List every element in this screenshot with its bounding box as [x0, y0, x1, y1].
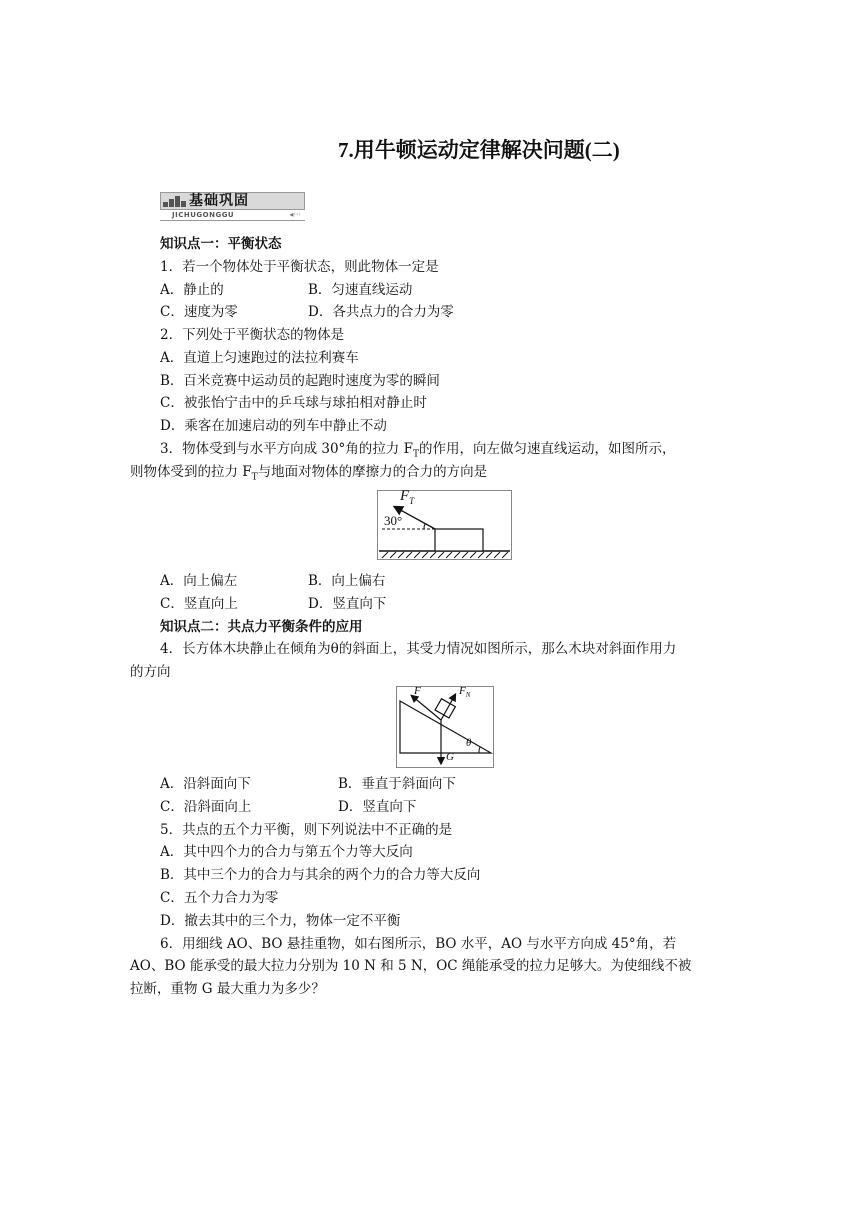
q4-normal-label: $F_N$ — [459, 685, 471, 700]
section-heading-2: 知识点二：共点力平衡条件的应用 — [160, 619, 363, 635]
q5-option-d: D．撤去其中的三个力，物体一定不平衡 — [160, 913, 401, 929]
q4-friction-label: F — [414, 685, 421, 697]
q2-option-d: D．乘客在加速启动的列车中静止不动 — [160, 418, 387, 434]
q1-stem: 1．若一个物体处于平衡状态，则此物体一定是 — [160, 259, 439, 275]
q4-gravity-label: G — [446, 751, 454, 763]
q4-option-d: D．竖直向下 — [338, 799, 417, 815]
q5-option-a: A．其中四个力的合力与第五个力等大反向 — [160, 844, 413, 860]
q2-option-c: C．被张怡宁击中的乒乓球与球拍相对静止时 — [160, 395, 427, 411]
q1-option-c: C．速度为零 — [160, 304, 238, 320]
arrow-left-icon: ◂··· — [289, 210, 301, 219]
q6-line2: AO、BO 能承受的最大拉力分别为 10 N 和 5 N，OC 绳能承受的拉力足够大。为使细线不被 — [130, 958, 692, 974]
q1-option-a: A．静止的 — [160, 282, 224, 298]
q3-option-c: C．竖直向上 — [160, 596, 238, 612]
q4-option-a: A．沿斜面向下 — [160, 776, 251, 792]
badge-label: 基础巩固 — [189, 193, 249, 209]
q3-force-label: $F_T$ — [400, 488, 415, 506]
q2-option-b: B．百米竞赛中运动员的起跑时速度为零的瞬间 — [160, 373, 440, 389]
q3-stem: 3．物体受到与水平方向成 30°角的拉力 $F_T$的作用，向左做匀速直线运动，如图所示， — [160, 441, 676, 460]
q4-figure — [396, 686, 494, 768]
q5-stem: 5．共点的五个力平衡，则下列说法中不正确的是 — [160, 822, 453, 838]
q3-stem-line2: 则物体受到的拉力 $F_T$与地面对物体的摩擦力的合力的方向是 — [130, 464, 488, 483]
q4-option-c: C．沿斜面向上 — [160, 799, 252, 815]
page-title: 7.用牛顿运动定律解决问题(二) — [338, 138, 620, 162]
q5-option-b: B．其中三个力的合力与其余的两个力的合力等大反向 — [160, 867, 481, 883]
section-badge — [160, 192, 305, 222]
q4-option-b: B．垂直于斜面向下 — [338, 776, 456, 792]
q3-option-a: A．向上偏左 — [160, 573, 238, 589]
q1-option-d: D．各共点力的合力为零 — [308, 304, 454, 320]
q2-option-a: A．直道上匀速跑过的法拉利赛车 — [160, 350, 359, 366]
q4-angle-label: θ — [466, 737, 472, 749]
q2-stem: 2．下列处于平衡状态的物体是 — [160, 327, 345, 343]
q3-option-b: B．向上偏右 — [308, 573, 386, 589]
q1-option-b: B．匀速直线运动 — [308, 282, 413, 298]
q4-stem: 4．长方体木块静止在倾角为θ的斜面上，其受力情况如图所示，那么木块对斜面作用力 — [160, 641, 677, 657]
q4-stem-line2: 的方向 — [130, 664, 171, 680]
q3-option-d: D．竖直向下 — [308, 596, 387, 612]
stairs-icon — [163, 195, 185, 207]
badge-sub: JICHUGONGGU — [172, 211, 235, 219]
q6-line3: 拉断，重物 G 最大重力为多少？ — [130, 981, 325, 997]
q3-angle-label: 30° — [384, 513, 403, 528]
q3-figure — [377, 490, 512, 560]
q5-option-c: C．五个力合力为零 — [160, 890, 279, 906]
q6-line1: 6．用细线 AO、BO 悬挂重物，如右图所示，BO 水平，AO 与水平方向成 45°角，若 — [160, 936, 677, 952]
section-heading-1: 知识点一：平衡状态 — [160, 236, 282, 252]
